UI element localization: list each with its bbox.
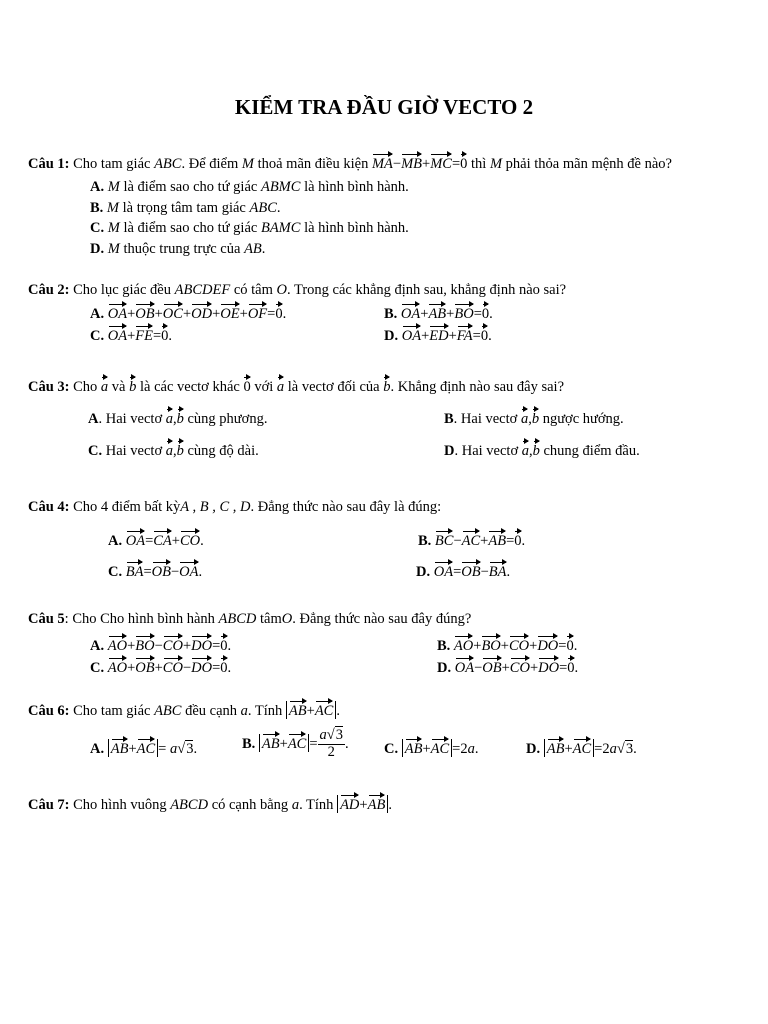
option-label: D.	[384, 328, 399, 344]
vector: OA	[126, 530, 145, 549]
vector: OF	[248, 303, 267, 322]
vector-a: a	[522, 440, 529, 459]
option-text2: chung điểm đầu.	[543, 443, 640, 459]
vector-ab: AB	[368, 794, 386, 813]
vector: BO	[454, 303, 473, 322]
vector-b: b	[533, 440, 540, 459]
var-a: a	[467, 741, 475, 757]
vector: BC	[435, 530, 454, 549]
vector-a: a	[521, 408, 528, 427]
question-7-label: Câu 7:	[28, 797, 70, 813]
vector-ac: AC	[431, 738, 450, 757]
q6-text: Cho tam giác	[73, 703, 151, 719]
zero-vector: 0	[567, 657, 574, 676]
q6-option-b[interactable]: B. AB+AC = $\frac{a√3}{2}$ .	[242, 727, 349, 760]
vector-a: a	[166, 408, 173, 427]
zero-vector: 0	[482, 303, 489, 322]
q7-text: Cho hình vuông	[73, 797, 167, 813]
option-m: M	[107, 241, 120, 257]
q3-option-c[interactable]: C. Hai vectơ a,b cùng độ dài.	[88, 440, 259, 460]
question-7: Câu 7: Cho hình vuông ABCD có cạnh bằng a. Tính AD+AB .	[28, 794, 392, 814]
q6-option-d[interactable]: D. AB+AC =2a√3.	[526, 738, 637, 758]
vector: OD	[191, 303, 212, 322]
abs-expression: AB+AC	[286, 701, 336, 719]
sqrt-value: 3	[186, 741, 194, 757]
vector-ac: AC	[288, 733, 307, 752]
vector-ab: AB	[262, 733, 280, 752]
question-3	[28, 376, 564, 396]
vector: OA	[455, 657, 474, 676]
q3-text6: . Khẳng định nào sau đây sai?	[390, 379, 565, 395]
q5-fig: ABCD	[218, 611, 257, 627]
q2-text: Cho lục giác đều	[73, 282, 171, 298]
q1-option-d[interactable]	[90, 241, 265, 258]
option-label: B.	[418, 533, 432, 549]
option-fig: AB	[244, 241, 262, 257]
option-m: M	[107, 179, 120, 195]
vector: OA	[179, 561, 198, 580]
vector: DO	[191, 635, 212, 654]
q2-option-b[interactable]: B. OA+AB+BO=0.	[384, 303, 493, 323]
vector-b: b	[383, 376, 390, 395]
question-2	[28, 282, 566, 299]
option-text2: ngược hướng.	[542, 411, 624, 427]
option-label: C.	[90, 328, 105, 344]
question-1	[28, 153, 672, 173]
vector: BA	[489, 561, 507, 580]
q6-a: a	[240, 703, 248, 719]
vector: OB	[482, 657, 501, 676]
var-a: a	[169, 741, 178, 757]
vector: AC	[462, 530, 481, 549]
vector: OA	[434, 561, 453, 580]
q5-text3: . Đẳng thức nào sau đây đúng?	[292, 611, 472, 627]
question-3-label: Câu 3:	[28, 379, 70, 395]
q1-option-b[interactable]	[90, 200, 281, 217]
var-a: a	[319, 727, 327, 743]
option-label: C.	[90, 660, 105, 676]
zero-vector: 0	[243, 376, 250, 395]
option-text2: là hình bình hành.	[304, 220, 409, 236]
denominator: 2	[327, 743, 335, 760]
option-text: là điểm sao cho tứ giác	[123, 220, 258, 236]
q6-fig: ABC	[154, 703, 182, 719]
vector-a: a	[166, 440, 173, 459]
vector: CO	[509, 635, 529, 654]
vector: CO	[163, 657, 183, 676]
abs-expression: AB+AC	[544, 739, 594, 757]
option-label: A.	[90, 638, 105, 654]
q3-text5: là vectơ đối của	[287, 379, 380, 395]
q5-text2: tâm	[260, 611, 282, 627]
question-2-label: Câu 2:	[28, 282, 70, 298]
option-fig: ABMC	[260, 179, 301, 195]
option-label: D.	[416, 564, 431, 580]
vector-mc: MC	[430, 153, 452, 172]
q2-fig: ABCDEF	[174, 282, 231, 298]
q4-option-c[interactable]: C. BA=OB−OA.	[108, 561, 202, 581]
q3-option-a[interactable]: A. Hai vectơ a,b cùng phương.	[88, 408, 267, 428]
q2-text2: có tâm	[233, 282, 273, 298]
option-label: A.	[90, 741, 105, 757]
q1-text4: thì	[471, 156, 487, 172]
coef: 2	[602, 741, 610, 757]
q1-abc: ABC	[154, 156, 182, 172]
q4-option-b[interactable]: B. BC−AC+AB=0.	[418, 530, 525, 550]
option-fig: ABC	[249, 200, 277, 216]
option-fig: BAMC	[260, 220, 301, 236]
q5-text: : Cho Cho hình bình hành	[64, 611, 215, 627]
option-text: . Hai vectơ	[454, 443, 519, 459]
vector: DO	[191, 657, 212, 676]
q2-option-a[interactable]: A. OA+OB+OC+OD+OE+OF=0.	[90, 303, 286, 323]
option-label: A.	[90, 306, 105, 322]
vector-ac: AC	[573, 738, 592, 757]
vector-b: b	[532, 408, 539, 427]
q5-option-d[interactable]: D. OA−OB+CO+DO=0.	[437, 657, 578, 677]
vector-ab: AB	[289, 700, 307, 719]
q6-option-a[interactable]: A. AB+AC = a√3.	[90, 738, 197, 758]
abs-expression: AB+AC	[108, 739, 158, 757]
vector-ac: AC	[137, 738, 156, 757]
q3-option-d[interactable]: D. Hai vectơ a,b chung điểm đầu.	[444, 440, 640, 460]
vector: OA	[108, 303, 127, 322]
q6-text3: . Tính	[247, 703, 283, 719]
vector: CO	[180, 530, 200, 549]
q5-option-c[interactable]: C. AO+OB+CO−DO=0.	[90, 657, 231, 677]
abs-expression: AB+AC	[402, 739, 452, 757]
vector: AB	[428, 303, 446, 322]
vector: OA	[108, 325, 127, 344]
option-label: B	[444, 411, 454, 427]
vector: BO	[135, 635, 154, 654]
q5-option-b[interactable]: B. AO+BO+CO+DO=0.	[437, 635, 577, 655]
q4-text2: . Đẳng thức nào sau đây là đúng:	[250, 499, 442, 515]
zero-vector: 0	[566, 635, 573, 654]
zero-vector: 0	[220, 635, 227, 654]
vector: CO	[510, 657, 530, 676]
option-label: A.	[90, 179, 105, 195]
q3-text3: là các vectơ khác	[139, 379, 240, 395]
vector: FE	[135, 325, 153, 344]
vector-ab: AB	[111, 738, 129, 757]
q5-option-a[interactable]: A. AO+BO−CO+DO=0.	[90, 635, 231, 655]
vector: AB	[488, 530, 506, 549]
option-text2: cùng độ dài.	[187, 443, 259, 459]
q4-option-a[interactable]: A. OA=CA+CO.	[108, 530, 204, 550]
question-4	[28, 499, 441, 516]
option-text: là điểm sao cho tứ giác	[123, 179, 258, 195]
q7-text2: có cạnh bằng	[211, 797, 289, 813]
vector: BA	[126, 561, 144, 580]
q1-text2: . Để điểm	[181, 156, 239, 172]
option-label: D.	[437, 660, 452, 676]
vector: OE	[220, 303, 239, 322]
option-text2: là hình bình hành.	[304, 179, 409, 195]
question-6: Câu 6: Cho tam giác ABC đều cạnh a. Tính AB+AC .	[28, 700, 340, 720]
option-text: Hai vectơ	[105, 443, 163, 459]
q7-text3: . Tính	[299, 797, 334, 813]
option-text2: .	[261, 241, 266, 257]
vector-b: b	[129, 376, 136, 395]
question-4-label: Câu 4:	[28, 499, 70, 515]
question-6-label: Câu 6:	[28, 703, 70, 719]
option-label: C.	[90, 220, 105, 236]
q1-text3: thoả mãn điều kiện	[257, 156, 369, 172]
plus-sign: +	[422, 156, 431, 172]
option-text2: .	[276, 200, 281, 216]
vector: BO	[481, 635, 500, 654]
zero-vector: 0	[481, 325, 488, 344]
q7-fig: ABCD	[170, 797, 209, 813]
option-text: . Hai vectơ	[453, 411, 518, 427]
option-label: B.	[242, 735, 256, 752]
q2-text3: . Trong các khẳng định sau, khẳng định nào sai?	[286, 282, 567, 298]
q5-o: O	[281, 611, 293, 627]
question-5-label: Câu 5	[28, 611, 65, 627]
vector-mb: MB	[401, 153, 422, 172]
q2-option-c[interactable]: C. OA+FE=0.	[90, 325, 172, 345]
zero-vector: 0	[275, 303, 282, 322]
q3-text2: và	[111, 379, 126, 395]
abs-expression: AB+AC	[259, 734, 309, 752]
zero-vector: 0	[514, 530, 521, 549]
fraction: $\frac{a√3}{2}$	[319, 727, 344, 760]
vector-ad: AD	[340, 794, 359, 813]
option-text: thuộc trung trực của	[123, 241, 241, 257]
sqrt-value: 3	[335, 727, 344, 743]
vector-ma: MA	[372, 153, 393, 172]
q7-a: a	[291, 797, 300, 813]
vector: CA	[153, 530, 172, 549]
vector-a: a	[101, 376, 108, 395]
vector: CO	[163, 635, 183, 654]
vector: OA	[401, 303, 420, 322]
vector: OB	[135, 657, 154, 676]
q1-text5: phải thỏa mãn mệnh đề nào?	[505, 156, 672, 172]
q4-option-d[interactable]: D. OA=OB−BA.	[416, 561, 510, 581]
q1-option-c[interactable]	[90, 220, 409, 237]
option-label: B.	[437, 638, 451, 654]
option-text: là trọng tâm tam giác	[122, 200, 246, 216]
minus-sign: −	[392, 156, 402, 172]
option-label: A.	[108, 533, 123, 549]
option-label: D.	[526, 741, 541, 757]
vector: AO	[108, 635, 127, 654]
option-label: D.	[90, 241, 105, 257]
question-1-label: Câu 1:	[28, 156, 70, 172]
option-label: A	[88, 411, 99, 427]
vector: OB	[152, 561, 171, 580]
vector: OA	[402, 325, 421, 344]
equals-sign: =	[451, 156, 461, 172]
vector: DO	[537, 635, 558, 654]
vector-a: a	[277, 376, 284, 395]
abs-expression: AD+AB	[337, 795, 388, 813]
vector: AO	[454, 635, 473, 654]
coef: 2	[460, 741, 468, 757]
q4-points: A , B , C , D	[180, 499, 251, 515]
q2-option-d[interactable]: D. OA+ED+FA=0.	[384, 325, 492, 345]
zero-vector: 0	[161, 325, 168, 344]
var-a: a	[609, 741, 617, 757]
question-5	[28, 611, 471, 628]
q3-text4: với	[254, 379, 274, 395]
q4-text: Cho 4 điểm bất kỳ	[73, 499, 181, 515]
vector: ED	[429, 325, 448, 344]
vector: OB	[461, 561, 480, 580]
option-text2: cùng phương.	[187, 411, 268, 427]
q1-m2: M	[489, 156, 503, 172]
option-m: M	[107, 220, 120, 236]
option-m: M	[106, 200, 120, 216]
vector-ab: AB	[405, 738, 423, 757]
vector: FA	[457, 325, 473, 344]
option-label: C.	[384, 741, 399, 757]
option-label: B.	[384, 306, 398, 322]
q3-option-b[interactable]: B. Hai vectơ a,b ngược hướng.	[444, 408, 624, 428]
vector-ac: AC	[315, 700, 334, 719]
q6-text2: đều cạnh	[185, 703, 238, 719]
option-text: . Hai vectơ	[98, 411, 163, 427]
vector-b: b	[177, 440, 184, 459]
vector: DO	[538, 657, 559, 676]
q3-text: Cho	[73, 379, 98, 395]
option-label: B.	[90, 200, 104, 216]
q1-text: Cho tam giác	[73, 156, 151, 172]
vector: OB	[135, 303, 154, 322]
vector: AO	[108, 657, 127, 676]
option-label: C.	[108, 564, 123, 580]
vector-b: b	[177, 408, 184, 427]
option-label: D	[444, 443, 455, 459]
vector-ab: AB	[547, 738, 565, 757]
q1-m: M	[241, 156, 254, 172]
vector: OC	[163, 303, 183, 322]
page-title: KIỂM TRA ĐẦU GIỜ VECTO 2	[234, 95, 534, 119]
sqrt-value: 3	[625, 741, 634, 757]
zero-vector: 0	[220, 657, 227, 676]
option-label: C.	[88, 443, 103, 459]
zero-vector: 0	[460, 153, 467, 172]
q1-option-a[interactable]	[90, 179, 409, 196]
q2-o: O	[276, 282, 287, 298]
q6-option-c[interactable]: C. AB+AC =2a.	[384, 738, 478, 758]
